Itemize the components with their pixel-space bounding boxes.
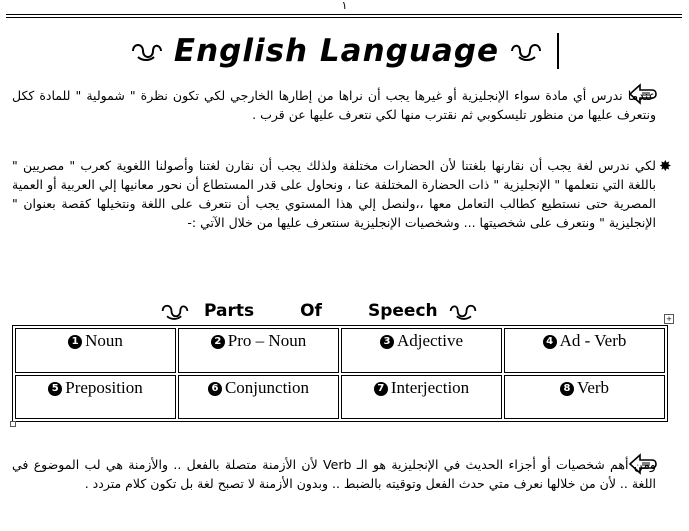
number-badge: 3 [380,335,394,349]
number-badge: 2 [211,335,225,349]
parts-of-speech-table [12,325,668,422]
table-cell-conjunction[interactable] [178,375,339,420]
table-cell-adjective[interactable] [341,328,502,373]
heading-word-of: Of [300,301,322,321]
header-rule-top [6,14,682,15]
parts-of-speech-heading [160,298,520,324]
number-badge: 4 [543,335,557,349]
cell-label: Conjunction [224,377,310,397]
verb-importance-paragraph: ومن أهم شخصيات أو أجزاء الحديث في الإنجليزية هو الـ Verb لأن الأزمنة متصلة بالفعل .. والأزمنة هي لب الموضوع في اللغة .. لأن من خلالها نعرف متي حدث الفعل وتوقيته بالضبط .. وبدون الأزمنة لا تصبح لغة بل تكون كلام متردد . [12,457,656,491]
table-cell-verb[interactable] [504,375,665,420]
page-title: English Language [173,33,500,69]
cell-label: Noun [85,331,123,350]
number-badge: 6 [208,382,222,396]
intro-paragraph: عندما ندرس أي مادة سواء الإنجليزية أو غيرها يجب أن نراها من إطارها الخارجي لكي تكون نظرة " شمولية " للمادة ككل ونتعرف عليها من منظور تليسكوبي ثم نقترب منها لكي نتعرف عليها عن قرب . [12,88,656,122]
page-number: ١ [341,0,348,12]
table-cell-interjection[interactable] [341,375,502,420]
cell-label: Preposition [65,377,143,397]
table-row [15,375,665,420]
heading-word-parts: Parts [204,301,255,321]
star-bullet-icon: ✸ [659,157,672,175]
ornament-right-icon [509,39,543,63]
cell-label: Verb [576,377,610,397]
table-row [15,328,665,373]
heading-word-speech: Speech [367,301,438,321]
cell-label: Interjection [390,377,470,397]
table-move-handle-icon[interactable]: + [664,314,674,324]
cell-label: Ad - Verb [559,331,627,350]
table-cell-preposition[interactable] [15,375,176,420]
number-badge: 8 [560,382,574,396]
cell-label: Pro – Noun [227,331,307,350]
header-rule-bottom [6,17,682,18]
table-cell-pronoun[interactable] [178,328,339,373]
title-row [0,28,689,74]
table-cell-adverb[interactable] [504,328,665,373]
comparison-paragraph: لكي ندرس لغة يجب أن نقارنها بلغتنا لأن الحضارات مختلفة ولذلك يجب أن نقارن لغتنا وأصولنا اللغوية كعرب " مصريين " باللغة التي نتعلمها " الإنجليزية " ذات الحضارة المختلفة عنا ، ونحاول على قدر المستطاع أن نحور معانيها إلي العربية أو العمية المصرية حتى نستطيع كطالب التعامل معها ،،ولنصل إلي هذا المستوي يجب أن نتعرف على اللغة ونتخيلها كقصة بعنوان " الإنجليزية " ونتعرف على شخصيتها ... وشخصيات الإنجليزية سنتعرف عليها من خلال الآتي :- [12,158,656,230]
ornament-right-small-icon [448,300,478,322]
number-badge: 7 [374,382,388,396]
table-resize-handle[interactable] [10,421,16,427]
ornament-left-small-icon [160,300,190,322]
ornament-left-icon [130,39,164,63]
cell-label: Adjective [396,331,464,350]
number-badge: 1 [68,335,82,349]
number-badge: 5 [48,382,62,396]
table-cell-noun[interactable] [15,328,176,373]
text-cursor [557,33,559,69]
